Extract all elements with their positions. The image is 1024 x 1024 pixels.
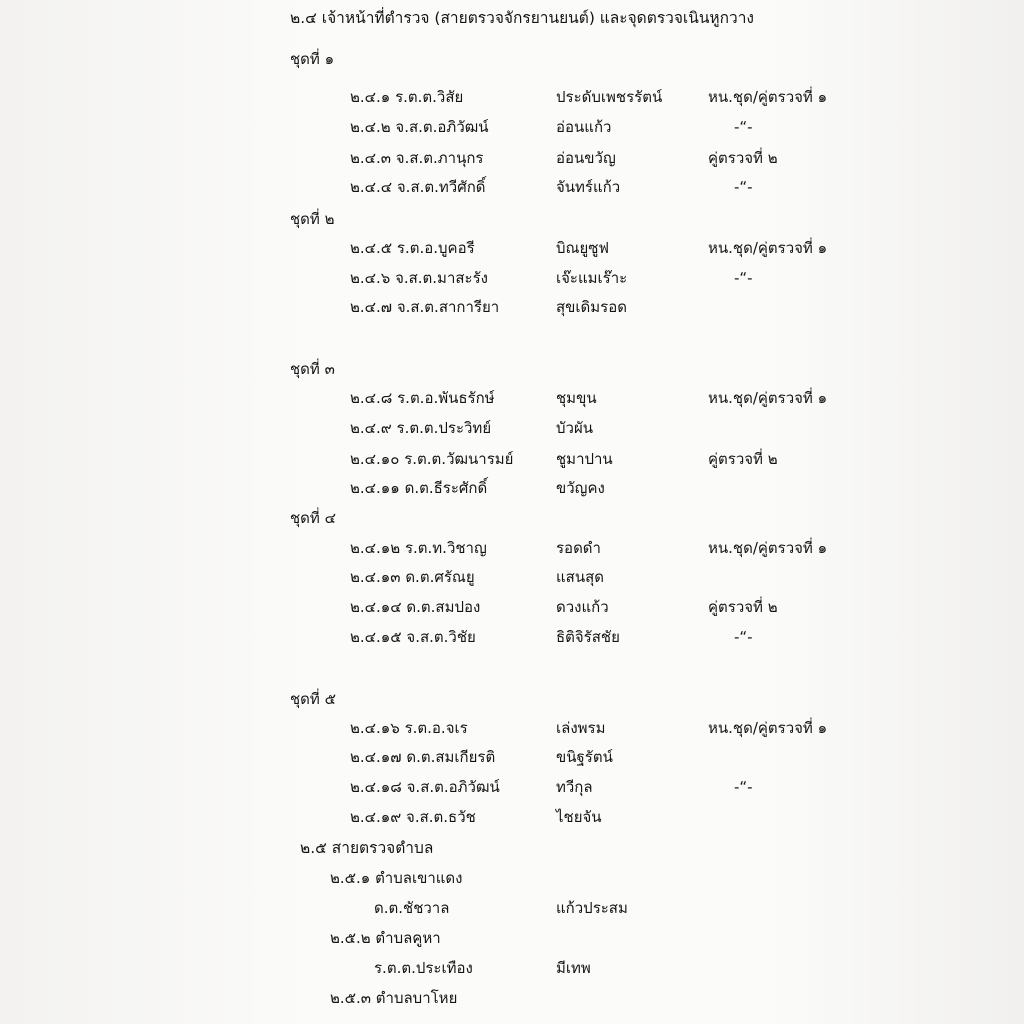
member-id-name: ๒.๔.๓ จ.ส.ต.ภานุกร [350,149,484,167]
member-surname: บัวผัน [556,419,593,437]
officer-surname: มีเทพ [556,959,591,977]
member-id-name: ๒.๔.๑๓ ด.ต.ศรัณยู [350,568,475,586]
member-id-name: ๒.๔.๑๔ ด.ต.สมปอง [350,598,481,616]
member-surname: เล่งพรม [556,719,606,737]
member-role: หน.ชุด/คู่ตรวจที่ ๑ [708,539,828,557]
member-id-name: ๒.๔.๗ จ.ส.ต.สาการียา [350,298,500,316]
team-label: ชุดที่ ๑ [290,50,335,68]
member-id-name: ๒.๔.๒ จ.ส.ต.อภิวัฒน์ [350,118,489,136]
member-id-name: ๒.๔.๑๕ จ.ส.ต.วิชัย [350,628,476,646]
member-role: คู่ตรวจที่ ๒ [708,450,778,468]
member-surname: อ่อนขวัญ [556,149,616,167]
member-surname: ไชยจัน [556,808,602,826]
member-surname: ประดับเพชรรัตน์ [556,88,663,106]
officer-surname: แก้วประสม [556,899,628,917]
member-surname: แสนสุด [556,568,604,586]
subsection-label: ๒.๕.๓ ตำบลบาโหย [330,989,458,1007]
team-label: ชุดที่ ๓ [290,360,335,378]
member-surname: ธิติจิรัสชัย [556,628,620,646]
member-role: คู่ตรวจที่ ๒ [708,598,778,616]
member-role: หน.ชุด/คู่ตรวจที่ ๑ [708,719,828,737]
member-id-name: ๒.๔.๑๗ ด.ต.สมเกียรติ [350,748,496,766]
member-surname: ขนิฐรัตน์ [556,748,613,766]
member-surname: เจ๊ะแมเร๊าะ [556,269,628,287]
member-surname: ขวัญคง [556,479,605,497]
member-id-name: ๒.๔.๙ ร.ต.ต.ประวิทย์ [350,419,492,437]
member-surname: ทวีกุล [556,778,593,796]
officer-name: ร.ต.ต.ประเทือง [374,959,473,977]
member-role: -“- [734,778,753,796]
member-surname: ดวงแก้ว [556,598,609,616]
member-surname: รอดดำ [556,539,601,557]
member-surname: อ่อนแก้ว [556,118,612,136]
section-heading: ๒.๕ สายตรวจตำบล [300,839,434,857]
member-role: หน.ชุด/คู่ตรวจที่ ๑ [708,389,828,407]
member-id-name: ๒.๔.๕ ร.ต.อ.บูคอรี [350,239,475,257]
member-surname: จันทร์แก้ว [556,178,621,196]
member-role: -“- [734,269,753,287]
member-id-name: ๒.๔.๘ ร.ต.อ.พันธรักษ์ [350,389,495,407]
section-heading: ๒.๔ เจ้าหน้าที่ตำรวจ (สายตรวจจักรยานยนต์) และจุดตรวจเนินหูกวาง [290,9,754,27]
member-id-name: ๒.๔.๑๙ จ.ส.ต.ธวัช [350,808,476,826]
member-surname: สุขเดิมรอด [556,298,627,316]
member-id-name: ๒.๔.๖ จ.ส.ต.มาสะรัง [350,269,488,287]
member-id-name: ๒.๔.๑๘ จ.ส.ต.อภิวัฒน์ [350,778,500,796]
member-id-name: ๒.๔.๑๖ ร.ต.อ.จเร [350,719,468,737]
member-id-name: ๒.๔.๑๑ ด.ต.ธีระศักดิ์ [350,479,488,497]
member-role: -“- [734,628,753,646]
member-id-name: ๒.๔.๑๐ ร.ต.ต.วัฒนารมย์ [350,450,514,468]
member-id-name: ๒.๔.๑๒ ร.ต.ท.วิชาญ [350,539,487,557]
officer-name: ด.ต.ชัชวาล [374,899,450,917]
member-role: -“- [734,118,753,136]
member-id-name: ๒.๔.๑ ร.ต.ต.วิสัย [350,88,464,106]
member-surname: ชุมขุน [556,389,597,407]
member-id-name: ๒.๔.๔ จ.ส.ต.ทวีศักดิ์ [350,178,486,196]
member-role: -“- [734,178,753,196]
member-role: หน.ชุด/คู่ตรวจที่ ๑ [708,88,828,106]
subsection-label: ๒.๕.๑ ตำบลเขาแดง [330,869,463,887]
team-label: ชุดที่ ๒ [290,210,335,228]
subsection-label: ๒.๕.๒ ตำบลคูหา [330,929,441,947]
member-surname: บิณยูซูฟ [556,239,610,257]
team-label: ชุดที่ ๕ [290,690,336,708]
member-role: คู่ตรวจที่ ๒ [708,149,778,167]
member-role: หน.ชุด/คู่ตรวจที่ ๑ [708,239,828,257]
team-label: ชุดที่ ๔ [290,509,336,527]
member-surname: ชูมาปาน [556,450,613,468]
